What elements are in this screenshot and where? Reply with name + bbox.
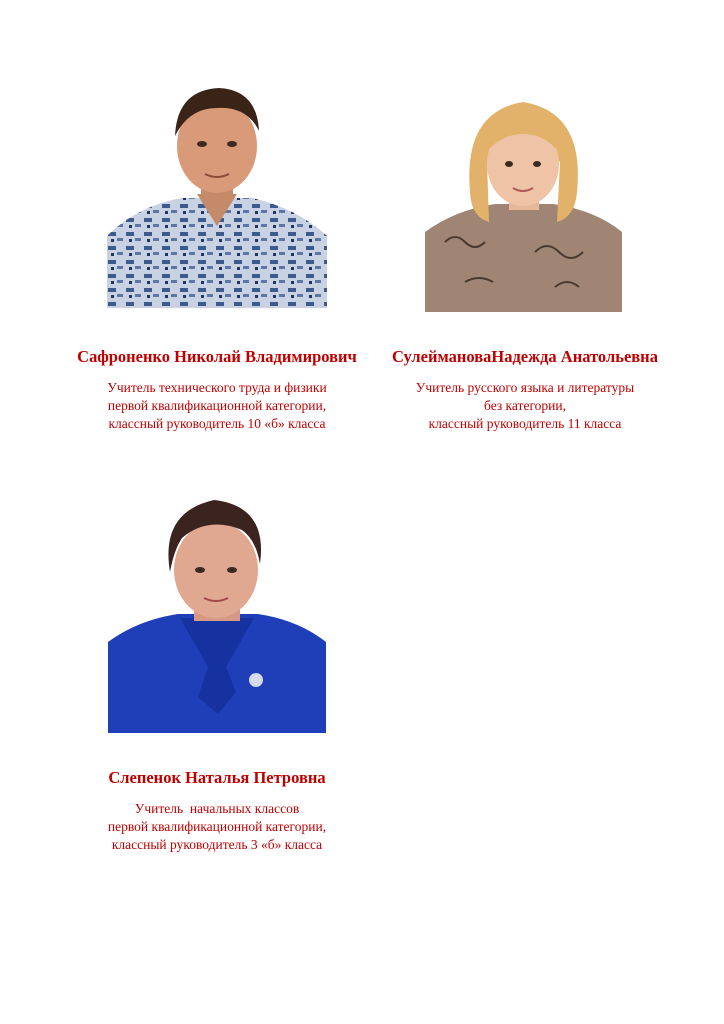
teacher-description-1 [62,379,372,433]
teacher-description-2 [380,379,670,433]
teacher-description-3 [62,800,372,854]
woman-portrait-image [108,492,326,733]
teacher-description-line: классный руководитель 3 «б» класса [111,837,323,852]
teacher-description-line: классный руководитель 10 «б» класса [108,416,326,431]
teacher-description-line: Учитель русского языка и литературы [415,380,635,395]
teacher-name-1: Сафроненко Николай Владимирович [77,347,357,366]
teacher-description-line: первой квалификационной категории, [107,398,327,413]
teacher-photo-2 [425,92,622,312]
teacher-description-line: Учитель начальных классов [134,801,300,816]
teacher-name-2: СулеймановаНадежда Анатольевна [392,347,658,366]
woman-portrait-image [425,92,622,312]
teacher-description-line: без категории, [484,398,566,413]
teacher-photo-1 [107,76,327,308]
teacher-description-line: первой квалификационной категории, [107,819,327,834]
teacher-description-line: Учитель технического труда и физики [107,380,327,395]
teacher-photo-3 [108,492,326,733]
teacher-name-3: Слепенок Наталья Петровна [108,768,326,787]
man-portrait-image [107,76,327,308]
teacher-description-line: классный руководитель 11 класса [428,416,622,431]
